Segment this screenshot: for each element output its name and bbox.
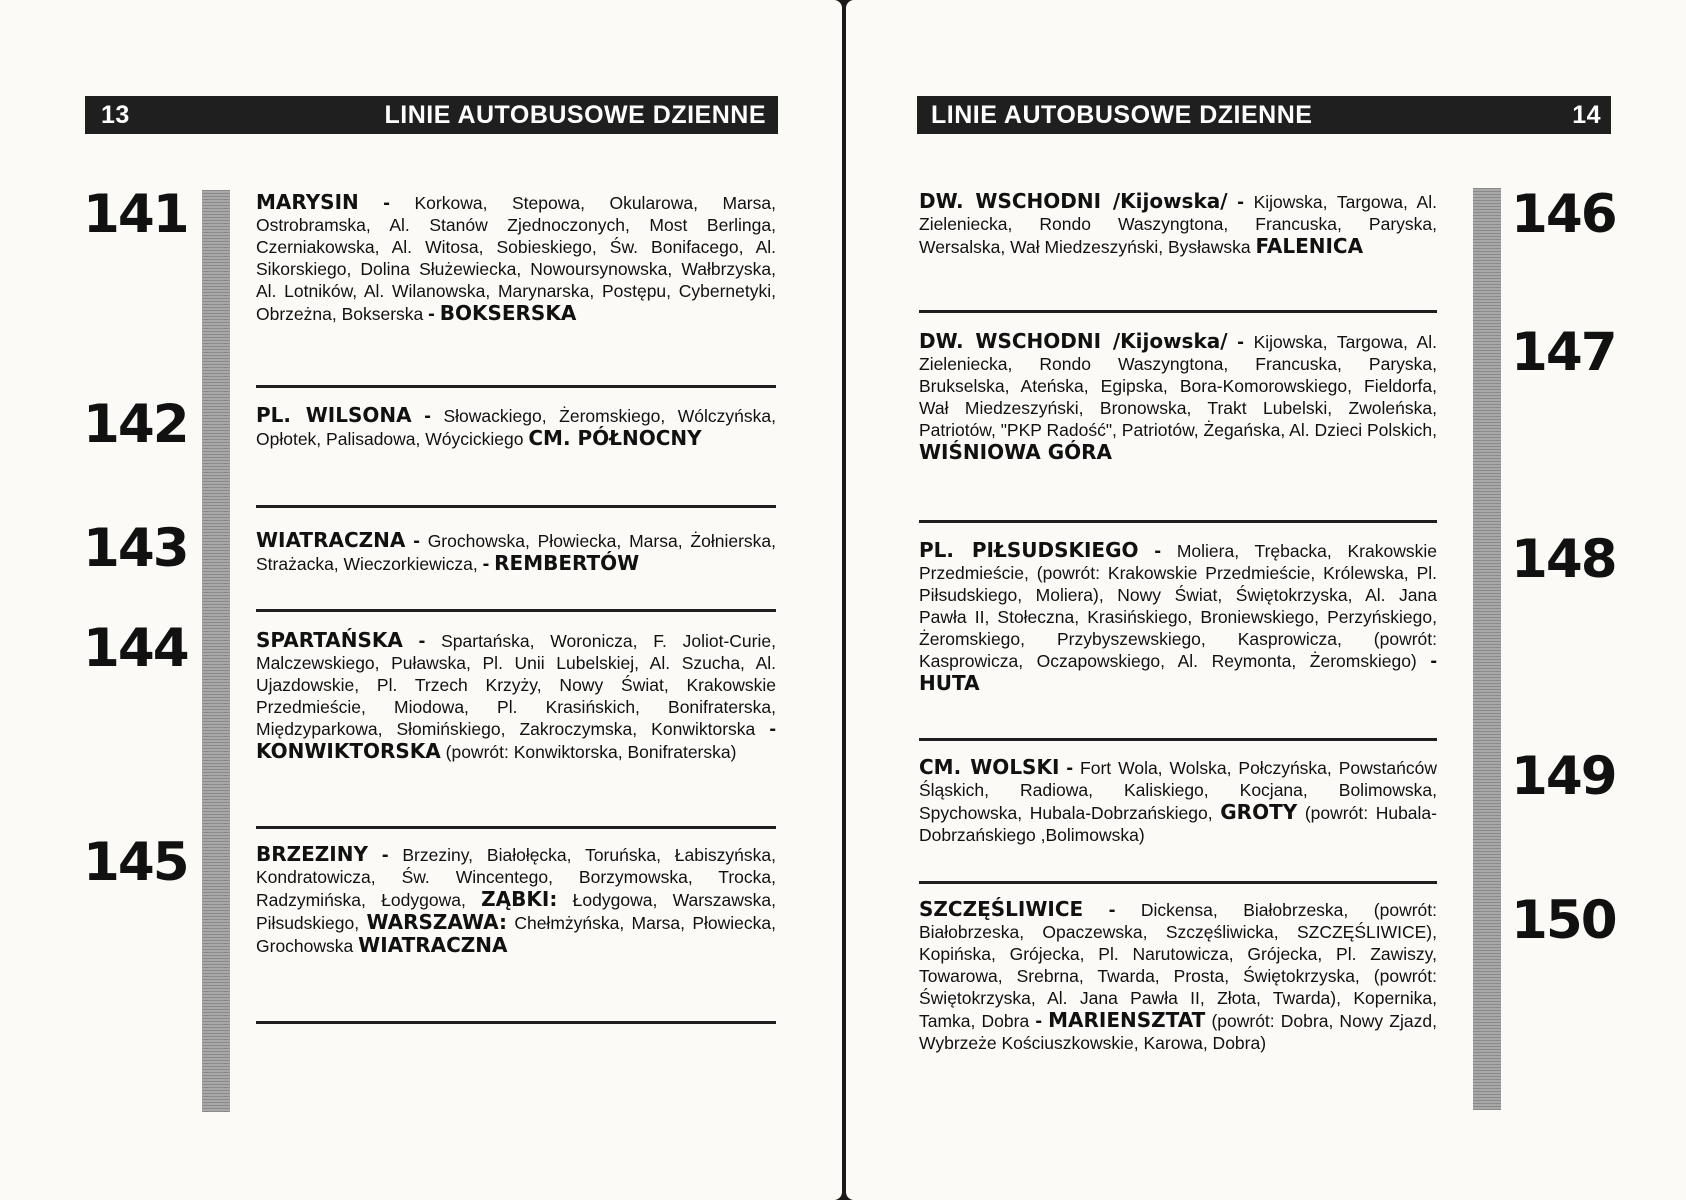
left-page (0, 0, 842, 1200)
page-number: 14 (1572, 101, 1601, 129)
route-stops: Korkowa, Stepowa, Okularowa, Marsa, Ostrobramska, Al. Stanów Zjednoczonych, Most Berlinga, Czerniakowska, Al. Witosa, Sobieskiego, Św. Bonifacego, Al. Sikorskiego, Dolina Służewiecka, Nowoursynowska, Wałbrzyska, Al. Lotników, Al. Wilanowska, Marynarska, Postępu, Cybernetyki, Obrzeżna, Bokserska (256, 193, 776, 324)
route-entry: WIATRACZNA - Grochowska, Płowiecka, Marsa, Żołnierska, Strażacka, Wieczorkiewicza, - REMBERTÓW (256, 528, 776, 575)
route-entry: SZCZĘŚLIWICE - Dickensa, Białobrzeska, (powrót: Białobrzeska, Opaczewska, Szczęśliwicka, SZCZĘŚLIWICE), Kopińska, Grójecka, Pl. Narutowicza, Grójecka, Pl. Zawiszy, Towarowa, Srebrna, Twarda, Prosta, Świętokrzyska, (powrót: Świętokrzyska, Al. Jana Pawła II, Złota, Twarda), Kopernika, Tamka, Dobra - MARIENSZTAT (powrót: Dobra, Nowy Zjazd, Wybrzeże Kościuszkowskie, Karowa, Dobra) (919, 897, 1437, 1053)
route-number: 149 (1511, 746, 1616, 807)
route-start: CM. WOLSKI (919, 755, 1060, 779)
route-stops: Słowackiego, Żeromskiego, Wólczyńska, Opłotek, Palisadowa, Wóycickiego (256, 406, 776, 449)
route-number: 142 (83, 394, 188, 455)
route-via: ZĄBKI: (481, 887, 558, 911)
route-number: 150 (1511, 890, 1616, 951)
route-stops: Kijowska, Targowa, Al. Zieleniecka, Rondo Waszyngtona, Francuska, Paryska, Brukselska, Ateńska, Egipska, Bora-Komorowskiego, Fieldorfa, Wał Miedzeszyński, Bronowska, Trakt Lubelski, Zwoleńska, Patriotów, "PKP Radość", Patriotów, Żegańska, Al. Dzieci Polskich, (919, 332, 1437, 440)
route-stops: Chełmżyńska, Marsa, Płowiecka, Grochowska (256, 913, 776, 956)
route-end: WIŚNIOWA GÓRA (919, 440, 1112, 464)
route-end: MARIENSZTAT (1048, 1008, 1206, 1032)
route-stops: Kijowska, Targowa, Al. Zieleniecka, Rondo Waszyngtona, Francuska, Paryska, Wersalska, Wał Miedzeszyński, Bysławska (919, 192, 1437, 257)
separator-line (256, 385, 776, 388)
route-stops: Moliera, Trębacka, Krakowskie Przedmieście, (powrót: Krakowskie Przedmieście, Królewska, Pl. Piłsudskiego, Moliera), Nowy Świat, Świętokrzyska, Al. Jana Pawła II, Stołeczna, Krasińskiego, Broniewskiego, Perzyńskiego, Żeromskiego, Przybyszewskiego, Kasprowicza, (powrót: Kasprowicza, Oczapowskiego, Al. Reymonta, Żeromskiego) (919, 541, 1437, 671)
route-number: 143 (83, 518, 188, 579)
page-title: LINIE AUTOBUSOWE DZIENNE (931, 101, 1313, 129)
route-entry: DW. WSCHODNI /Kijowska/ - Kijowska, Targowa, Al. Zieleniecka, Rondo Waszyngtona, Francuska, Paryska, Brukselska, Ateńska, Egipska, Bora-Komorowskiego, Fieldorfa, Wał Miedzeszyński, Bronowska, Trakt Lubelski, Zwoleńska, Patriotów, "PKP Radość", Patriotów, Żegańska, Al. Dzieci Polskich, WIŚNIOWA GÓRA (919, 329, 1437, 464)
route-number: 145 (83, 832, 188, 893)
route-start: DW. WSCHODNI /Kijowska/ (919, 329, 1228, 353)
route-stops: Spartańska, Woronicza, F. Joliot-Curie, Malczewskiego, Puławska, Pl. Unii Lubelskiej, Al. Szucha, Al. Ujazdowskie, Pl. Trzech Krzyży, Nowy Świat, Krakowskie Przedmieście, Miodowa, Pl. Krasińskich, Bonifraterska, Międzyparkowa, Słomińskiego, Zakroczymska, Konwiktorska (256, 631, 776, 739)
separator-line (919, 520, 1437, 523)
route-entry: PL. PIŁSUDSKIEGO - Moliera, Trębacka, Krakowskie Przedmieście, (powrót: Krakowskie Przedmieście, Królewska, Pl. Piłsudskiego, Moliera), Nowy Świat, Świętokrzyska, Al. Jana Pawła II, Stołeczna, Krasińskiego, Broniewskiego, Perzyńskiego, Żeromskiego, Przybyszewskiego, Kasprowicza, (powrót: Kasprowicza, Oczapowskiego, Al. Reymonta, Żeromskiego) - HUTA (919, 538, 1437, 695)
route-stops: Dickensa, Białobrzeska, (powrót: Białobrzeska, Opaczewska, Szczęśliwicka, SZCZĘŚLIWICE), Kopińska, Grójecka, Pl. Narutowicza, Grójecka, Pl. Zawiszy, Towarowa, Srebrna, Twarda, Prosta, Świętokrzyska, (powrót: Świętokrzyska, Al. Jana Pawła II, Złota, Twarda), Kopernika, Tamka, Dobra (919, 900, 1437, 1031)
route-number: 144 (83, 618, 188, 679)
route-start: SZCZĘŚLIWICE (919, 897, 1084, 921)
route-return: (powrót: Konwiktorska, Bonifraterska) (445, 742, 737, 762)
route-via: WARSZAWA: (366, 910, 507, 934)
route-entry: BRZEZINY - Brzeziny, Białołęcka, Toruńska, Łabiszyńska, Kondratowicza, Św. Wincentego, Borzymowska, Trocka, Radzymińska, Łodygowa, ZĄBKI: Łodygowa, Warszawska, Piłsudskiego, WARSZAWA: Chełmżyńska, Marsa, Płowiecka, Grochowska WIATRACZNA (256, 842, 776, 957)
route-end: WIATRACZNA (358, 933, 508, 957)
route-start: MARYSIN (256, 190, 359, 214)
route-entry: PL. WILSONA - Słowackiego, Żeromskiego, Wólczyńska, Opłotek, Palisadowa, Wóycickiego CM. PÓŁNOCNY (256, 403, 776, 450)
route-end: GROTY (1220, 800, 1298, 824)
route-entry: DW. WSCHODNI /Kijowska/ - Kijowska, Targowa, Al. Zieleniecka, Rondo Waszyngtona, Francuska, Paryska, Wersalska, Wał Miedzeszyński, Bysławska FALENICA (919, 189, 1437, 258)
route-stops: Łodygowa, Warszawska, Piłsudskiego, (256, 890, 776, 933)
route-start: BRZEZINY (256, 842, 368, 866)
route-end: HUTA (919, 671, 980, 695)
route-start: DW. WSCHODNI /Kijowska/ (919, 189, 1228, 213)
route-start: PL. PIŁSUDSKIEGO (919, 538, 1139, 562)
route-end: CM. PÓŁNOCNY (528, 426, 702, 450)
route-end: FALENICA (1255, 234, 1364, 258)
route-entry: MARYSIN - Korkowa, Stepowa, Okularowa, Marsa, Ostrobramska, Al. Stanów Zjednoczonych, Most Berlinga, Czerniakowska, Al. Witosa, Sobieskiego, Św. Bonifacego, Al. Sikorskiego, Dolina Służewiecka, Nowoursynowska, Wałbrzyska, Al. Lotników, Al. Wilanowska, Marynarska, Postępu, Cybernetyki, Obrzeżna, Bokserska - BOKSERSKA (256, 190, 776, 325)
route-start: WIATRACZNA (256, 528, 406, 552)
route-number: 148 (1511, 529, 1616, 590)
route-start: PL. WILSONA (256, 403, 412, 427)
route-stops: Fort Wola, Wolska, Połczyńska, Powstańców Śląskich, Radiowa, Kaliskiego, Kocjana, Bolimowska, Spychowska, Hubala-Dobrzańskiego, (919, 758, 1437, 823)
separator-line (256, 1021, 776, 1024)
route-return: (powrót: Dobra, Nowy Zjazd, Wybrzeże Kościuszkowskie, Karowa, Dobra) (919, 1011, 1437, 1053)
route-entry: CM. WOLSKI - Fort Wola, Wolska, Połczyńska, Powstańców Śląskich, Radiowa, Kaliskiego, Kocjana, Bolimowska, Spychowska, Hubala-Dobrzańskiego, GROTY (powrót: Hubala-Dobrzańskiego ,Bolimowska) (919, 755, 1437, 845)
shaded-divider-bar (1473, 188, 1501, 1110)
page-number: 13 (101, 101, 130, 129)
route-entry: SPARTAŃSKA - Spartańska, Woronicza, F. Joliot-Curie, Malczewskiego, Puławska, Pl. Unii Lubelskiej, Al. Szucha, Al. Ujazdowskie, Pl. Trzech Krzyży, Nowy Świat, Krakowskie Przedmieście, Miodowa, Pl. Krasińskich, Bonifraterska, Międzyparkowa, Słomińskiego, Zakroczymska, Konwiktorska - KONWIKTORSKA (powrót: Konwiktorska, Bonifraterska) (256, 628, 776, 763)
separator-line (919, 738, 1437, 741)
route-end: KONWIKTORSKA (256, 739, 441, 763)
separator-line (256, 505, 776, 508)
right-page (846, 0, 1686, 1200)
route-stops: Grochowska, Płowiecka, Marsa, Żołnierska, Strażacka, Wieczorkiewicza, (256, 531, 776, 574)
separator-line (256, 826, 776, 829)
route-end: BOKSERSKA (439, 301, 577, 325)
page-header (917, 96, 1611, 134)
route-number: 141 (83, 184, 188, 245)
route-stops: Brzeziny, Białołęcka, Toruńska, Łabiszyńska, Kondratowicza, Św. Wincentego, Borzymowska, Trocka, Radzymińska, Łodygowa, (256, 845, 776, 910)
route-end: REMBERTÓW (494, 551, 640, 575)
separator-line (919, 310, 1437, 313)
shaded-divider-bar (202, 190, 230, 1112)
page-header (85, 96, 778, 134)
page-title: LINIE AUTOBUSOWE DZIENNE (384, 101, 766, 129)
route-number: 146 (1511, 184, 1616, 245)
separator-line (919, 881, 1437, 884)
separator-line (256, 609, 776, 612)
route-number: 147 (1511, 322, 1616, 383)
route-return: (powrót: Hubala-Dobrzańskiego ,Bolimowska) (919, 803, 1437, 845)
route-start: SPARTAŃSKA (256, 628, 403, 652)
